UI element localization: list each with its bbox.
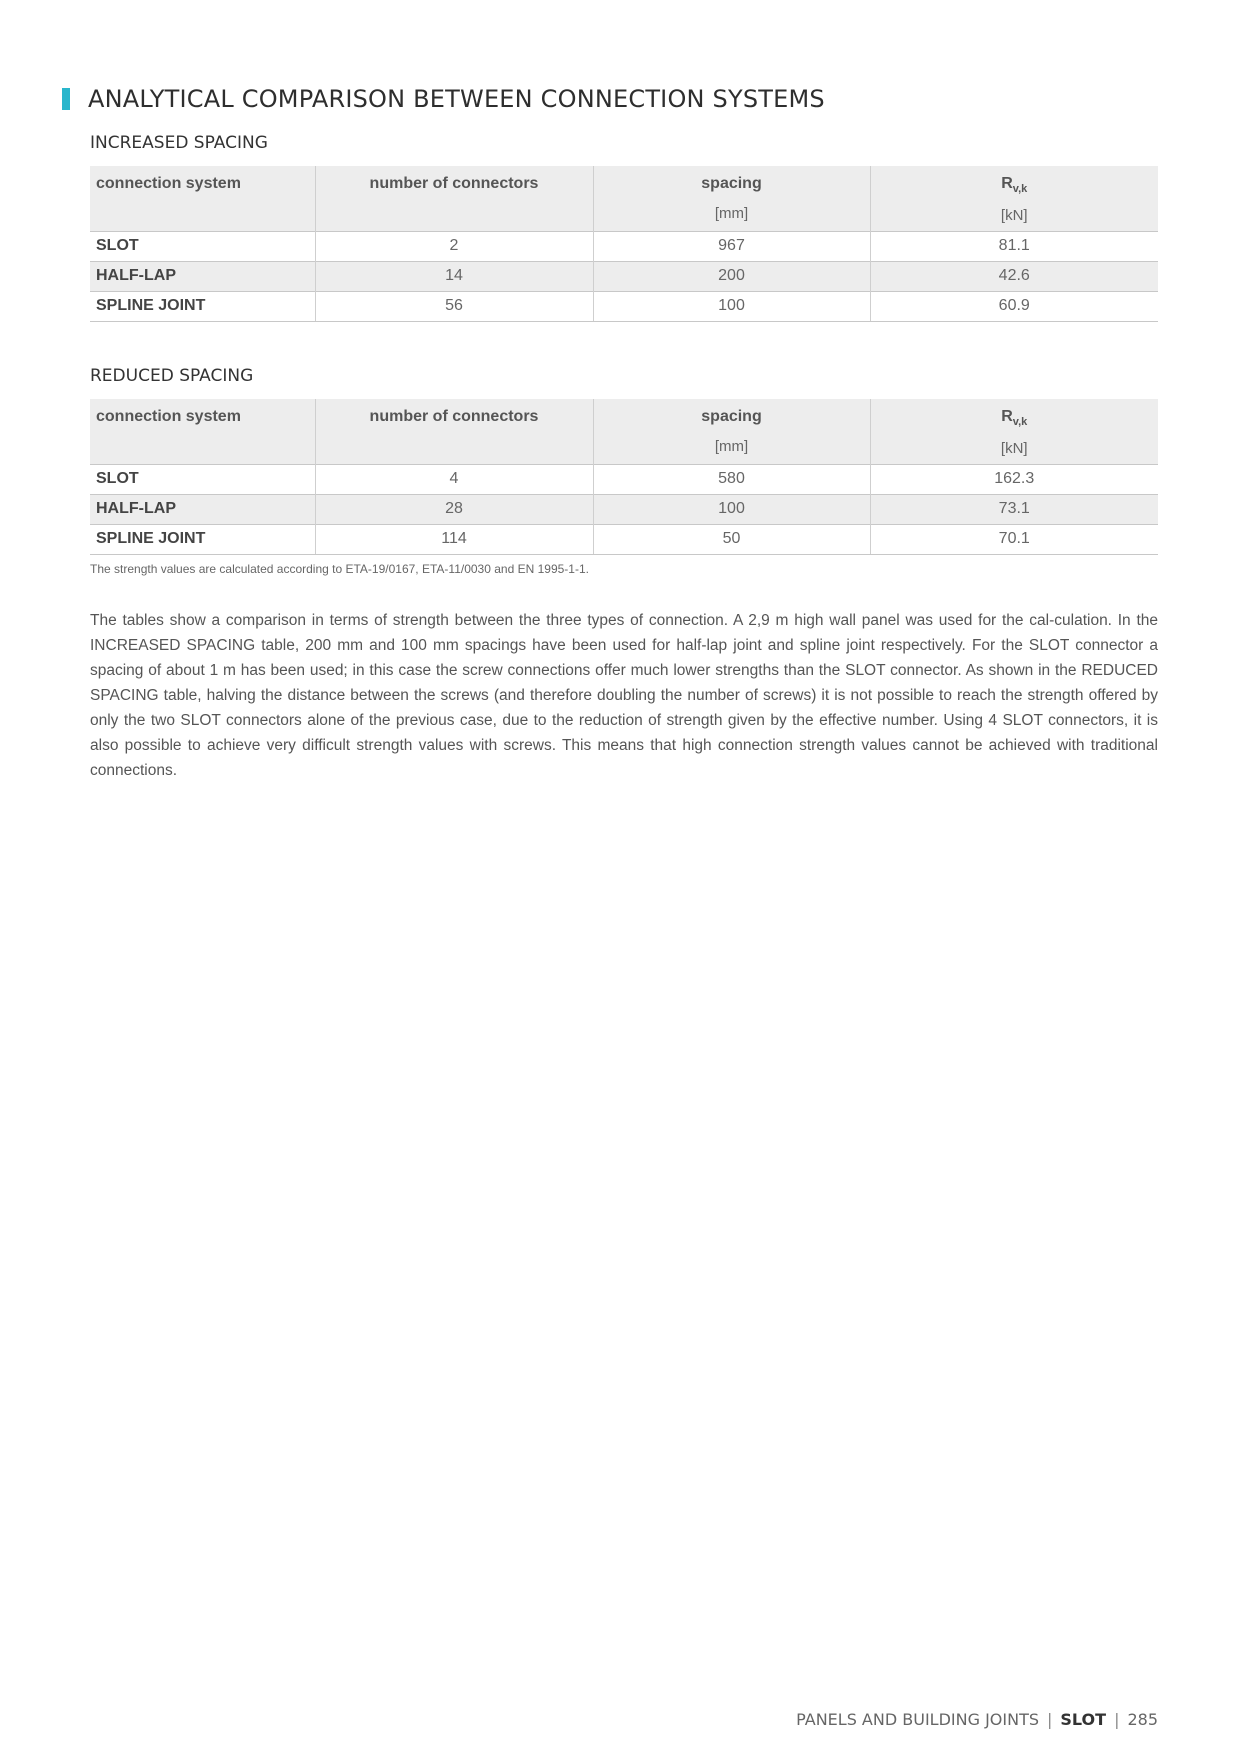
cell-connection-system: HALF-LAP: [90, 494, 315, 524]
header-number-of-connectors: number of connectors: [315, 399, 593, 464]
table-title-reduced-spacing: REDUCED SPACING: [90, 366, 254, 386]
table-row: [90, 261, 1158, 291]
table-row: [90, 291, 1158, 321]
cell-rvk: 162.3: [870, 464, 1158, 494]
header-rvk-unit: [kN]: [1000, 207, 1028, 224]
cell-connection-system: SLOT: [90, 464, 315, 494]
header-rvk: $R_{v,k}$ [kN]: [870, 399, 1158, 464]
cell-rvk: 73.1: [870, 494, 1158, 524]
title-accent-bar: [62, 88, 70, 110]
cell-connectors: 28: [315, 494, 593, 524]
page-title: ANALYTICAL COMPARISON BETWEEN CONNECTION SYSTEMS: [88, 85, 825, 113]
cell-connection-system: SLOT: [90, 231, 315, 261]
cell-connectors: 14: [315, 261, 593, 291]
table-row: [90, 524, 1158, 554]
header-rvk-unit: [kN]: [1000, 440, 1028, 457]
cell-spacing: 100: [593, 494, 870, 524]
header-spacing-unit: [mm]: [714, 438, 749, 455]
table-header-row: [90, 166, 1158, 231]
cell-spacing: 100: [593, 291, 870, 321]
table-title-increased-spacing: INCREASED SPACING: [90, 133, 268, 153]
cell-connectors: 4: [315, 464, 593, 494]
cell-rvk: 60.9: [870, 291, 1158, 321]
cell-connectors: 56: [315, 291, 593, 321]
cell-connectors: 2: [315, 231, 593, 261]
cell-spacing: 50: [593, 524, 870, 554]
header-connection-system: connection system: [90, 399, 315, 464]
table-row: [90, 494, 1158, 524]
cell-spacing: 967: [593, 231, 870, 261]
table-footnote: The strength values are calculated according to ETA-19/0167, ETA-11/0030 and EN 1995-1-1.: [90, 562, 589, 576]
cell-spacing: 200: [593, 261, 870, 291]
header-spacing-unit: [mm]: [714, 205, 749, 222]
table-row: [90, 464, 1158, 494]
header-spacing: spacing [mm]: [593, 166, 870, 231]
page-footer: [796, 1710, 1158, 1729]
cell-rvk: 42.6: [870, 261, 1158, 291]
cell-spacing: 580: [593, 464, 870, 494]
footer-product: SLOT: [1060, 1710, 1107, 1729]
footer-section: PANELS AND BUILDING JOINTS: [796, 1710, 1039, 1729]
cell-rvk: 81.1: [870, 231, 1158, 261]
table-reduced-spacing: [90, 399, 1158, 555]
cell-connection-system: SPLINE JOINT: [90, 524, 315, 554]
table-increased-spacing: [90, 166, 1158, 322]
body-paragraph: The tables show a comparison in terms of strength between the three types of connection. A 2,9 m high wall panel was used for the cal-culation. In the INCREASED SPACING table, 200 mm and 100 mm spacings have been used for half-lap joint and spline joint respectively. For the SLOT connector a spacing of about 1 m has been used; in this case the screw connections offer much lower strengths than the SLOT connector. As shown in the REDUCED SPACING table, halving the distance between the screws (and therefore doubling the number of screws) it is not possible to reach the strength offered by only the two SLOT connectors alone of the previous case, due to the reduction of strength given by the effective number. Using 4 SLOT connectors, it is also possible to achieve very difficult strength values with screws. This means that high connection strength values cannot be achieved with traditional connections.: [90, 612, 1158, 779]
table-row: [90, 231, 1158, 261]
header-number-of-connectors: number of connectors: [315, 166, 593, 231]
table-header-row: [90, 399, 1158, 464]
cell-connectors: 114: [315, 524, 593, 554]
page-title-block: [62, 84, 825, 114]
footer-separator: |: [1114, 1710, 1120, 1729]
cell-rvk: 70.1: [870, 524, 1158, 554]
footer-separator: |: [1047, 1710, 1053, 1729]
header-rvk: $R_{v,k}$ [kN]: [870, 166, 1158, 231]
cell-connection-system: SPLINE JOINT: [90, 291, 315, 321]
cell-connection-system: HALF-LAP: [90, 261, 315, 291]
header-spacing: spacing [mm]: [593, 399, 870, 464]
footer-page-number: 285: [1127, 1710, 1158, 1729]
header-connection-system: connection system: [90, 166, 315, 231]
